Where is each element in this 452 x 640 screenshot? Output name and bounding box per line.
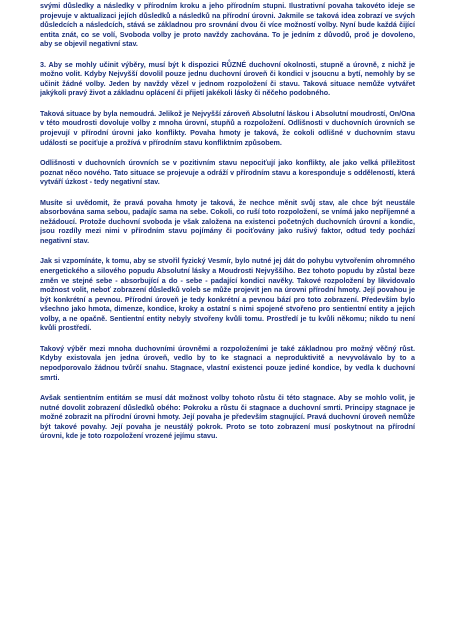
- paragraph-point-3: 3. Aby se mohly učinit výběry, musí být k dispozici RŮZNÉ duchovní okolnosti, stupně a úrovně, z nichž je možno volit. Kdyby Nejvyšší dovolil pouze jednu duchovní úroveň či kondici v jsoucnu a bytí, nemohly by se učinit žádné volby. Jeden by navždy vězel v jednom rozpoložení či stavu. Taková situace nemůže vytvářet jakýkoli pravý život a základnu oplácení či přijetí jakékoli lásky či něčeho podobného.: [40, 60, 415, 98]
- paragraph-stagnation-choice: Avšak sentientním entitám se musí dát možnost volby tohoto růstu či této stagnace. Aby se mohlo volit, je nutné dovolit zobrazení důsledků obého: Pokroku a růstu či stagnace a duchovní smrti. Principy stagnace je možné zobrazit na přírodní úrovni hmoty. Její povaha je především stagnující. Pravá duchovní úroveň nemůže být takové povahy. Její povaha je neustálý pokrok. Proto se toto zobrazení musí poskytnout na přírodní úrovni, kde je toto rozpoložení vrozené jejímu stavu.: [40, 394, 415, 441]
- paragraph-eternal-growth: Takový výběr mezi mnoha duchovními úrovněmi a rozpoloženími je také základnou pro možný věčný růst. Kdyby existovala jen jedna úroveň, vedlo by to ke stagnaci a neproduktivitě a nevyvolávalo by to a nepodporovalo žádnou tvůrčí snahu. Stagnace, vlastní existenci pouze jediné kondice, by vedla k duchovní smrti.: [40, 344, 415, 382]
- paragraph-intro-continuation: svými důsledky a následky v přírodním kroku a jeho přírodním stupni. Ilustrativní povaha takovéto ideje se projevuje v aktualizaci jejích důsledků a následků na přírodní úrovni. Jakmile se taková idea zobrazí ve svých důsledcích a následcích, stává se základnou pro srovnání dvou či více možností volby. Nyní bude každá čijící entita znát, co se volí, Svoboda volby je proto navždy zachována. To je jedním z důvodů, proč je dovoleno, aby se objevil negativní stav.: [40, 2, 415, 49]
- paragraph-unwise-situation: Taková situace by byla nemoudrá. Jelikož je Nejvyšší zároveň Absolutní láskou i Absolutní moudrostí, On/Ona v této moudrosti dovoluje volby z mnoha úrovní, stupňů a rozpoložení. Odlišnosti v duchovních úrovních se projevují v přírodní úrovni jako konflikty. Povaha hmoty je taková, že cokoli odlišné v duchovním stavu události se pociťuje a prožívá v přírodním stavu konfliktním způsobem.: [40, 109, 415, 147]
- paragraph-physical-universe: Jak si vzpomínáte, k tomu, aby se stvořil fyzický Vesmír, bylo nutné jej dát do pohybu vytvořením ohromného energetického a silového popudu Absolutní lásky a Moudrosti Nejvyššího. Bez tohoto popudu by zůstal beze změn ve stejné sebe - absorbující a do - sebe - padající kondici navěky. Takové rozpoložení by likvidovalo možnost volit, neboť zobrazení důsledků voleb se může projevit jen na úrovni přírodní hmoty. Její povahou je být konkrétní a pevnou. Přírodní úroveň je tedy konkrétní a pevnou bází pro toto zobrazení. Především bylo všechno jako hmota, dimenze, kondice, kroky a ostatní s nimi spojené stvořeno pro sentientní entity a jejich volby, a ne opačně. Sentientní entity nebyly stvořeny kvůli tomu. Prostředí je tu kvůli někomu; nikdo tu není kvůli prostředí.: [40, 257, 415, 333]
- paragraph-positive-state: Odlišnosti v duchovních úrovních se v pozitivním stavu nepociťují jako konflikty, ale jako velká příležitost poznat něco nového. Tato situace se projevuje a odráží v přírodním stavu a koresponduje s odděleností, která vytváří úzkost - tedy negativní stav.: [40, 159, 415, 187]
- document-page: [40, 2, 415, 638]
- paragraph-nature-of-matter: Musíte si uvědomit, že pravá povaha hmoty je taková, že nechce měnit svůj stav, ale chce být neustále absorbována sama sebou, padajíc sama na sebe. Cokoli, co ruší toto rozpoložení, se vnímá jako nepříjemné a nežádoucí. Protože duchovní svoboda je však založena na existenci početných duchovních úrovní a kondic, jsou rozdíly mezi nimi v přírodním stavu pojímány či pociťovány jako rušivý faktor, odtud tedy pochází negativní stav.: [40, 198, 415, 245]
